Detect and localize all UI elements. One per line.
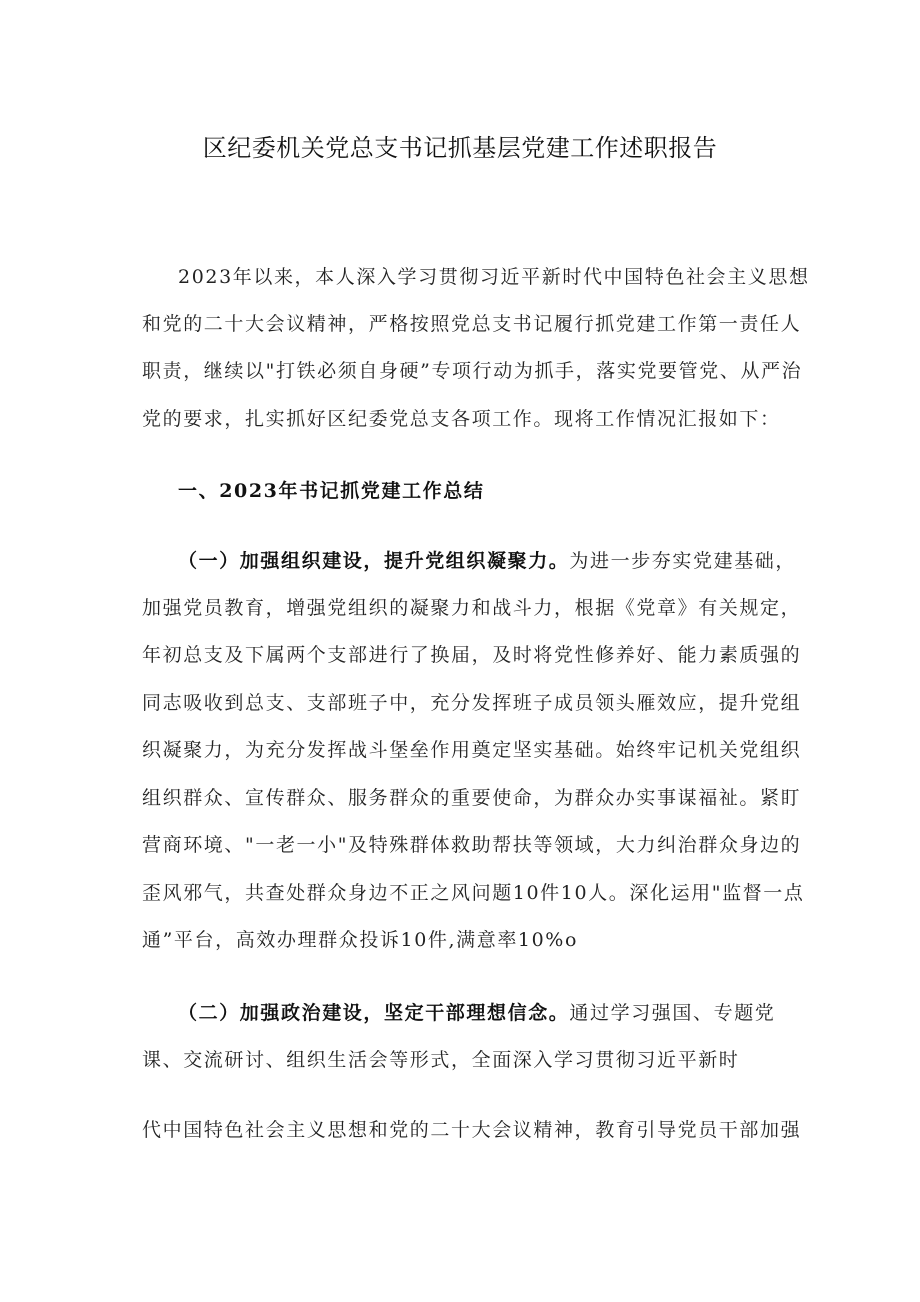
subsection-2-first-line [178,998,838,1028]
subsection-1-line: 营商环境、"一老一小"及特殊群体救助帮扶等领域，大力纠治群众身边的 [142,834,802,856]
subsection-1-line: 织凝聚力，为充分发挥战斗堡垒作用奠定坚实基础。始终牢记机关党组织 [142,739,802,761]
intro-line-2: 和党的二十大会议精神，严格按照党总支书记履行抓党建工作第一责任人 [142,313,802,335]
subsection-1-line: 同志吸收到总支、支部班子中，充分发挥班子成员领头雁效应，提升党组 [142,692,802,714]
subsection-2-line: 课、交流研讨、组织生活会等形式，全面深入学习贯彻习近平新时 [142,1049,740,1071]
subsection-1-line: 组织群众、宣传群众、服务群众的重要使命，为群众办实事谋福祉。紧盯 [142,787,802,809]
subsection-1-line: 歪风邪气，共查处群众身边不正之风问题10件10人。深化运用"监督一点 [142,882,805,904]
document-title: 区纪委机关党总支书记抓基层党建工作述职报告 [202,134,718,162]
intro-line-1: 2023年以来，本人深入学习贯彻习近平新时代中国特色社会主义思想 [178,266,810,288]
subsection-1-line: 年初总支及下属两个支部进行了换届，及时将党性修养好、能力素质强的 [142,644,802,666]
intro-line-3: 职责，继续以"打铁必须自身硬”专项行动为抓手，落实党要管党、从严治 [142,360,803,382]
subsection-2-heading: （二）加强政治建设，坚定干部理想信念。 [178,1002,570,1024]
subsection-2-first-text: 通过学习强国、专题党 [569,1002,776,1024]
intro-line-4: 党的要求，扎实抓好区纪委党总支各项工作。现将工作情况汇报如下： [142,408,781,430]
subsection-1-line: 加强党员教育，增强党组织的凝聚力和战斗力，根据《党章》有关规定， [142,597,802,619]
subsection-2-line: 代中国特色社会主义思想和党的二十大会议精神，教育引导党员干部加强 [142,1119,802,1141]
subsection-1-line: 通”平台，高效办理群众投诉10件,满意率10%o [142,929,578,951]
subsection-1-heading: （一）加强组织建设，提升党组织凝聚力。 [178,550,570,572]
section-heading-1: 一、2023年书记抓党建工作总结 [178,480,485,502]
subsection-1-first-line [178,546,838,576]
subsection-1-first-text: 为进一步夯实党建基础， [569,550,797,572]
